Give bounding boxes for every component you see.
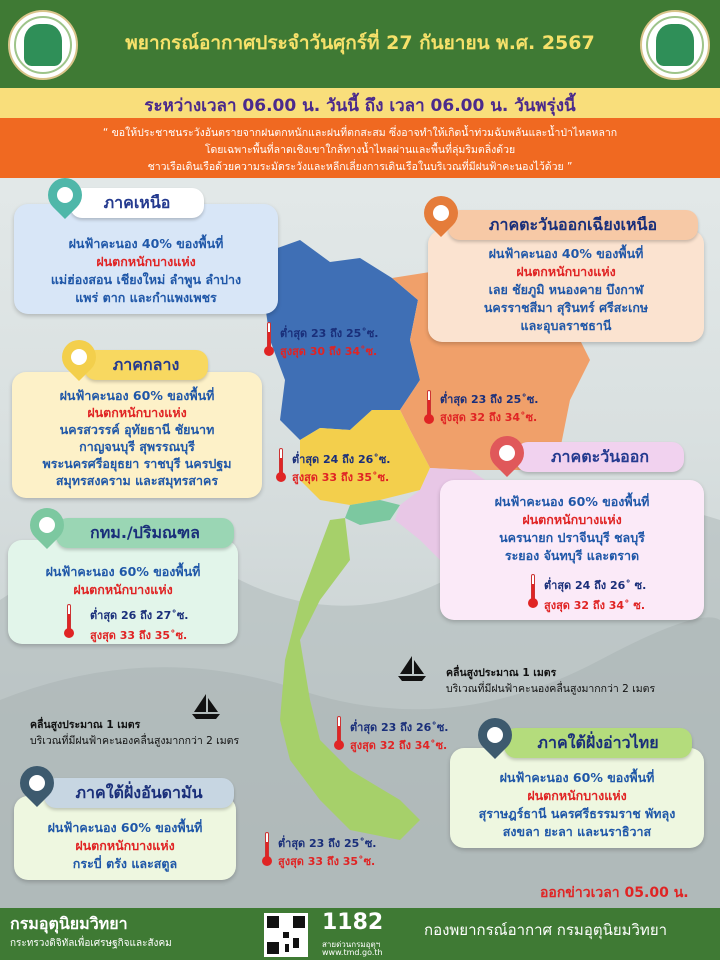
provinces: นครสวรรค์ อุทัยธานี ชัยนาท bbox=[59, 422, 215, 437]
hotline-number: 1182 bbox=[322, 910, 384, 935]
region-tab-south-andaman: ภาคใต้ฝั่งอันดามัน bbox=[44, 778, 234, 808]
thermometer-icon bbox=[264, 322, 274, 356]
provinces: พระนครศรีอยุธยา ราชบุรี นครปฐม bbox=[42, 456, 232, 471]
rain-chance: ฝนฟ้าคะนอง 60% ของพื้นที่ bbox=[45, 564, 201, 579]
provinces: นครนายก ปราจีนบุรี ชลบุรี bbox=[499, 530, 645, 545]
south-andaman-box bbox=[14, 796, 236, 880]
thermometer-icon bbox=[528, 574, 538, 608]
temp-max: สูงสุด 30 ถึง 34˚ซ. bbox=[280, 345, 378, 358]
rain-chance: ฝนฟ้าคะนอง 40% ของพื้นที่ bbox=[68, 236, 224, 251]
sea-note-andaman: บริเวณที่มีฝนฟ้าคะนองคลื่นสูงมากกว่า 2 เมตร bbox=[30, 735, 240, 747]
sailboat-icon bbox=[186, 692, 226, 722]
hotline-label: สายด่วนกรมอุตุฯ bbox=[322, 940, 381, 949]
heavy-rain: ฝนตกหนักบางแห่ง bbox=[87, 405, 187, 420]
region-tab-northeast: ภาคตะวันออกเฉียงเหนือ bbox=[448, 210, 698, 240]
provinces: กาญจนบุรี สุพรรณบุรี bbox=[79, 439, 195, 454]
heavy-rain: ฝนตกหนักบางแห่ง bbox=[75, 838, 175, 853]
temp-max: สูงสุด 32 ถึง 34˚ ซ. bbox=[544, 599, 646, 612]
footer-ministry: กระทรวงดิจิทัลเพื่อเศรษฐกิจและสังคม bbox=[10, 938, 172, 949]
temp-min: ต่ำสุด 23 ถึง 25˚ซ. bbox=[280, 327, 379, 340]
provinces: เลย ชัยภูมิ หนองคาย บึงกาฬ bbox=[488, 282, 644, 297]
heavy-rain: ฝนตกหนักบางแห่ง bbox=[522, 512, 622, 527]
heavy-rain: ฝนตกหนักบางแห่ง bbox=[527, 788, 627, 803]
region-tab-bkk: กทม./ปริมณฑล bbox=[56, 518, 234, 548]
region-tab-south-gulf: ภาคใต้ฝั่งอ่าวไทย bbox=[504, 728, 692, 758]
rain-chance: ฝนฟ้าคะนอง 60% ของพื้นที่ bbox=[47, 820, 203, 835]
heavy-rain: ฝนตกหนักบางแห่ง bbox=[73, 582, 173, 597]
provinces: สุราษฎร์ธานี นครศรีธรรมราช พัทลุง bbox=[478, 806, 676, 821]
warning-line: โดยเฉพาะพื้นที่ลาดเชิงเขาใกล้ทางน้ำไหลผ่านและพื้นที่ลุ่มริมตลิ่งด้วย bbox=[204, 144, 516, 156]
sea-wave-andaman: คลื่นสูงประมาณ 1 เมตร bbox=[30, 719, 141, 731]
provinces: ระยอง จันทบุรี และตราด bbox=[504, 548, 640, 563]
qr-code[interactable] bbox=[264, 913, 308, 957]
sailboat-icon bbox=[392, 654, 432, 684]
region-tab-central: ภาคกลาง bbox=[84, 350, 208, 380]
rain-chance: ฝนฟ้าคะนอง 60% ของพื้นที่ bbox=[494, 494, 650, 509]
rain-chance: ฝนฟ้าคะนอง 60% ของพื้นที่ bbox=[59, 388, 215, 403]
thermometer-icon bbox=[64, 604, 74, 638]
sea-note-gulf: บริเวณที่มีฝนฟ้าคะนองคลื่นสูงมากกว่า 2 เมตร bbox=[446, 683, 656, 695]
ministry-logo bbox=[8, 10, 78, 80]
provinces: สมุทรสงคราม และสมุทรสาคร bbox=[55, 473, 219, 488]
provinces: แพร่ ตาก และกำแพงเพชร bbox=[75, 290, 217, 305]
sea-wave-gulf: คลื่นสูงประมาณ 1 เมตร bbox=[446, 667, 557, 679]
temp-min: ต่ำสุด 24 ถึง 26˚ซ. bbox=[292, 453, 391, 466]
warning-line: “ ขอให้ประชาชนระวังอันตรายจากฝนตกหนักและฝนที่ตกสะสม ซึ่งอาจทำให้เกิดน้ำท่วมฉับพลันและน้ำป่าไหลหลาก bbox=[102, 127, 618, 139]
heavy-rain: ฝนตกหนักบางแห่ง bbox=[516, 264, 616, 279]
website-link[interactable]: www.tmd.go.th bbox=[322, 948, 383, 957]
page-title: พยากรณ์อากาศประจำวันศุกร์ที่ 27 กันยายน พ.ศ. 2567 bbox=[125, 32, 595, 54]
footer-division: กองพยากรณ์อากาศ กรมอุตุนิยมวิทยา bbox=[424, 921, 668, 939]
temp-max: สูงสุด 32 ถึง 34˚ซ. bbox=[440, 411, 538, 424]
thermometer-icon bbox=[262, 832, 272, 866]
forecast-period: ระหว่างเวลา 06.00 น. วันนี้ ถึง เวลา 06.00 น. วันพรุ่งนี้ bbox=[144, 96, 576, 116]
temp-min: ต่ำสุด 26 ถึง 27˚ซ. bbox=[90, 609, 189, 622]
provinces: แม่ฮ่องสอน เชียงใหม่ ลำพูน ลำปาง bbox=[50, 272, 242, 287]
temp-min: ต่ำสุด 23 ถึง 25˚ซ. bbox=[278, 837, 377, 850]
issued-time: ออกข่าวเวลา 05.00 น. bbox=[540, 885, 689, 901]
rain-chance: ฝนฟ้าคะนอง 40% ของพื้นที่ bbox=[488, 246, 644, 261]
rain-chance: ฝนฟ้าคะนอง 60% ของพื้นที่ bbox=[499, 770, 655, 785]
northeast-box bbox=[428, 230, 704, 342]
provinces: กระบี่ ตรัง และสตูล bbox=[72, 856, 178, 871]
thermometer-icon bbox=[276, 448, 286, 482]
footer-org: กรมอุตุนิยมวิทยา bbox=[10, 914, 128, 933]
temp-min: ต่ำสุด 23 ถึง 25˚ซ. bbox=[440, 393, 539, 406]
north-box bbox=[14, 204, 278, 314]
provinces: และอุบลราชธานี bbox=[520, 318, 612, 333]
central-box bbox=[12, 372, 262, 498]
temp-min: ต่ำสุด 24 ถึง 26˚ ซ. bbox=[544, 579, 647, 592]
provinces: นครราชสีมา สุรินทร์ ศรีสะเกษ bbox=[483, 300, 649, 315]
heavy-rain: ฝนตกหนักบางแห่ง bbox=[96, 254, 196, 269]
region-tab-east: ภาคตะวันออก bbox=[516, 442, 684, 472]
temp-max: สูงสุด 33 ถึง 35˚ซ. bbox=[292, 471, 390, 484]
temp-min: ต่ำสุด 23 ถึง 26˚ซ. bbox=[350, 721, 449, 734]
warning-line: ชาวเรือเดินเรือด้วยความระมัดระวังและหลีกเลี่ยงการเดินเรือในบริเวณที่มีฝนฟ้าคะนองไว้ด้วย ” bbox=[147, 161, 573, 173]
temp-max: สูงสุด 33 ถึง 35˚ซ. bbox=[90, 629, 188, 642]
south-gulf-box bbox=[450, 748, 704, 848]
tmd-logo bbox=[640, 10, 710, 80]
temp-max: สูงสุด 33 ถึง 35˚ซ. bbox=[278, 855, 376, 868]
temp-max: สูงสุด 32 ถึง 34˚ซ. bbox=[350, 739, 448, 752]
thermometer-icon bbox=[424, 390, 434, 424]
region-tab-north: ภาคเหนือ bbox=[70, 188, 204, 218]
provinces: สงขลา ยะลา และนราธิวาส bbox=[502, 824, 652, 839]
thermometer-icon bbox=[334, 716, 344, 750]
